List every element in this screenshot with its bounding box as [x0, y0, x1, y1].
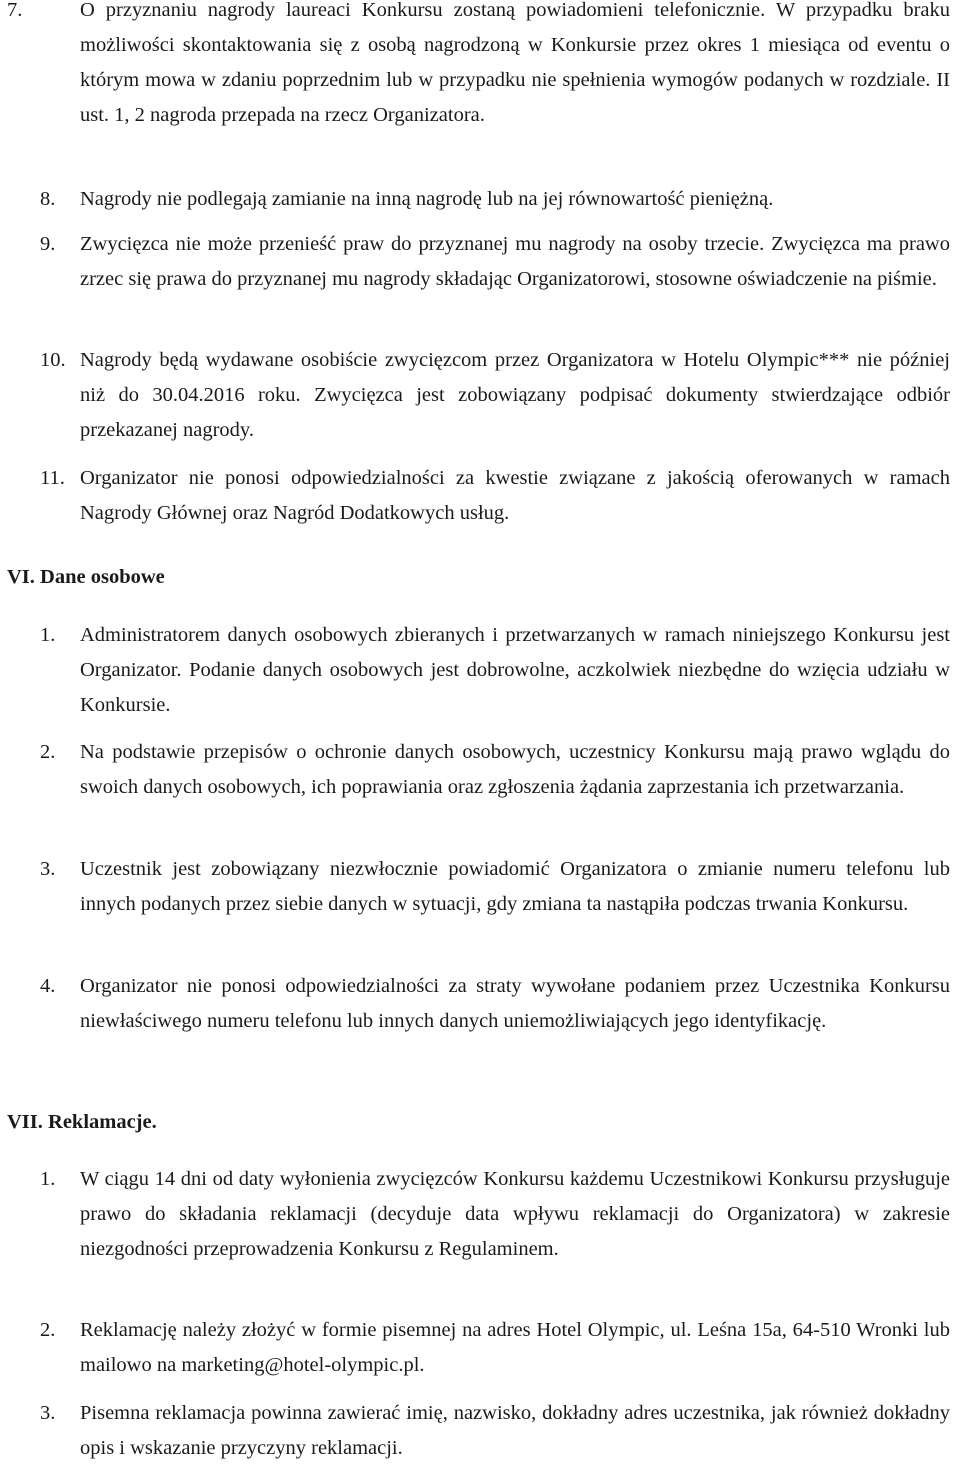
item-text: Na podstawie przepisów o ochronie danych osobowych, uczestnicy Konkursu mają prawo wglądu do swoich danych osobowych, ich poprawiania oraz zgłoszenia żądania zaprzestania ich przetwarzania.: [80, 741, 950, 798]
item-text: Pisemna reklamacja powinna zawierać imię, nazwisko, dokładny adres uczestnika, jak również dokładny opis i wskazanie przyczyny reklamacji.: [80, 1402, 950, 1459]
item-number: 2.: [40, 741, 56, 763]
section-vi-heading: VI. Dane osobowe: [7, 566, 165, 588]
item-text: Nagrody będą wydawane osobiście zwycięzcom przez Organizatora w Hotelu Olympic*** nie później niż do 30.04.2016 roku. Zwycięzca jest zobowiązany podpisać dokumenty stwierdzające odbiór przekazanej nagrody.: [80, 349, 950, 441]
item-text: Administratorem danych osobowych zbieranych i przetwarzanych w ramach niniejszego Konkursu jest Organizator. Podanie danych osobowych jest dobrowolne, aczkolwiek niezbędne do wzięcia udziału w Konkursie.: [80, 624, 950, 716]
item-number: 4.: [40, 975, 56, 997]
section-v-item-7: [0, 0, 955, 133]
item-number: 9.: [40, 233, 56, 255]
item-number: 2.: [40, 1319, 56, 1341]
item-text: Nagrody nie podlegają zamianie na inną nagrodę lub na jej równowartość pieniężną.: [80, 188, 774, 210]
item-number: 11.: [40, 467, 65, 489]
section-vi-item-2: [0, 735, 955, 805]
section-v-item-10: [0, 343, 955, 448]
item-number: 1.: [40, 624, 56, 646]
section-vi-item-4: [0, 969, 955, 1039]
item-number: 8.: [40, 188, 56, 210]
section-v-item-11: [0, 461, 955, 531]
section-vii-item-3: [0, 1396, 955, 1466]
section-v-item-9: [0, 227, 955, 297]
item-number: 7.: [7, 0, 23, 21]
item-number: 3.: [40, 1402, 56, 1424]
section-vi-item-3: [0, 852, 955, 922]
section-vii-heading: VII. Reklamacje.: [7, 1111, 157, 1133]
item-text: O przyznaniu nagrody laureaci Konkursu zostaną powiadomieni telefonicznie. W przypadku braku możliwości skontaktowania się z osobą nagrodzoną w Konkursie przez okres 1 miesiąca od eventu o którym mowa w zdaniu poprzednim lub w przypadku nie spełnienia wymogów podanych w rozdziale. II ust. 1, 2 nagroda przepada na rzecz Organizatora.: [80, 0, 950, 126]
item-number: 10.: [40, 349, 66, 371]
item-text: W ciągu 14 dni od daty wyłonienia zwycięzców Konkursu każdemu Uczestnikowi Konkursu przysługuje prawo do składania reklamacji (decyduje data wpływu reklamacji do Organizatora) w zakresie niezgodności przeprowadzenia Konkursu z Regulaminem.: [80, 1168, 950, 1260]
section-vii-item-2: [0, 1313, 955, 1383]
item-number: 1.: [40, 1168, 56, 1190]
item-text: Uczestnik jest zobowiązany niezwłocznie powiadomić Organizatora o zmianie numeru telefonu lub innych podanych przez siebie danych w sytuacji, gdy zmiana ta nastąpiła podczas trwania Konkursu.: [80, 858, 950, 915]
item-text: Zwycięzca nie może przenieść praw do przyznanej mu nagrody na osoby trzecie. Zwycięzca ma prawo zrzec się prawa do przyznanej mu nagrody składając Organizatorowi, stosowne oświadczenie na piśmie.: [80, 233, 950, 290]
item-text: Organizator nie ponosi odpowiedzialności za kwestie związane z jakością oferowanych w ramach Nagrody Głównej oraz Nagród Dodatkowych usług.: [80, 467, 950, 524]
item-text: Reklamację należy złożyć w formie pisemnej na adres Hotel Olympic, ul. Leśna 15a, 64-510 Wronki lub mailowo na marketing@hotel-olympic.pl.: [80, 1319, 950, 1376]
item-number: 3.: [40, 858, 56, 880]
item-text: Organizator nie ponosi odpowiedzialności za straty wywołane podaniem przez Uczestnika Konkursu niewłaściwego numeru telefonu lub innych danych uniemożliwiających jego identyfikację.: [80, 975, 950, 1032]
section-vii-item-1: [0, 1162, 955, 1267]
section-v-item-8: [0, 182, 955, 217]
section-vi-item-1: [0, 618, 955, 723]
